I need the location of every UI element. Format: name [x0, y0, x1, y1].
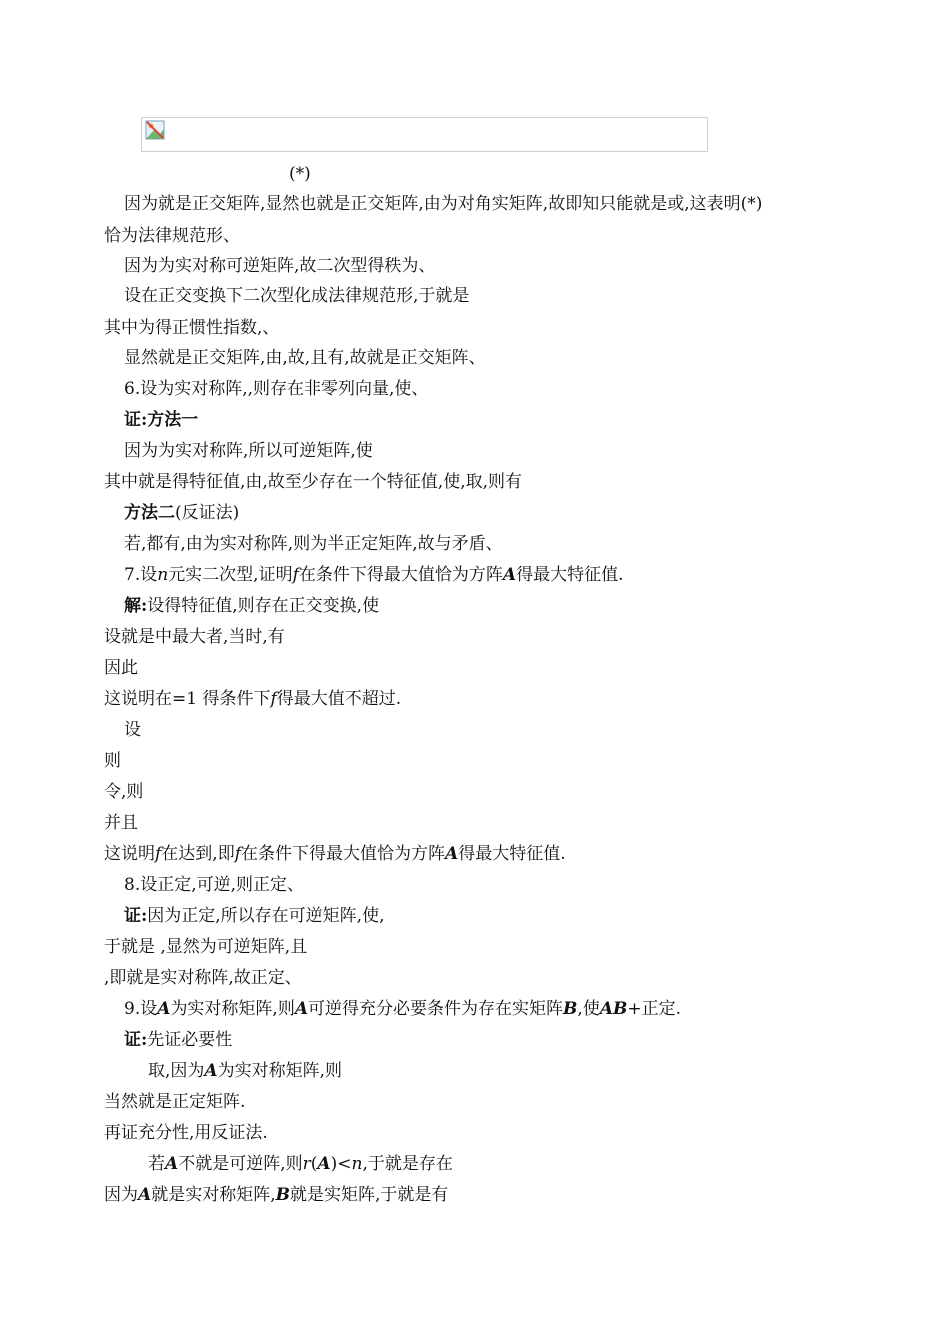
proof-heading: 证: — [124, 1030, 148, 1050]
proof-heading: 证: — [124, 906, 148, 926]
paragraph-line: 这说明f在达到,即f在条件下得最大值恰为方阵A得最大特征值. — [104, 844, 566, 864]
paragraph-line: 因为为实对称可逆矩阵,故二次型得秩为、 — [124, 256, 436, 276]
problem-6-statement: 6.设为实对称阵,,则存在非零列向量,使、 — [124, 379, 429, 399]
paragraph-line: 设在正交变换下二次型化成法律规范形,于就是 — [124, 286, 470, 306]
paragraph-line: 则 — [104, 751, 121, 771]
paragraph-line: 若,都有,由为实对称阵,则为半正定矩阵,故与矛盾、 — [124, 534, 503, 554]
broken-image-icon — [145, 120, 165, 140]
paragraph-line: 因为A就是实对称矩阵,B就是实矩阵,于就是有 — [104, 1185, 449, 1205]
paragraph-line: 设 — [124, 720, 141, 740]
paragraph-line: 因为就是正交矩阵,显然也就是正交矩阵,由为对角实矩阵,故即知只能就是或,这表明(*) — [124, 194, 763, 214]
equation-marker: (*) — [289, 164, 311, 184]
problem-7-statement: 7.设n元实二次型,证明f在条件下得最大值恰为方阵A得最大特征值. — [124, 565, 624, 585]
proof-line: 证:因为正定,所以存在可逆矩阵,使, — [124, 906, 385, 926]
paragraph-line: ,即就是实对称阵,故正定、 — [104, 968, 302, 988]
paragraph-line: 显然就是正交矩阵,由,故,且有,故就是正交矩阵、 — [124, 348, 486, 368]
proof-heading: 证:方法一 — [124, 410, 199, 430]
method-two-heading: 方法二 — [124, 503, 175, 523]
paragraph-line: 因此 — [104, 658, 138, 678]
paragraph-line: 当然就是正定矩阵. — [104, 1092, 246, 1112]
broken-image-placeholder — [141, 117, 708, 152]
paragraph-line: 于就是 ,显然为可逆矩阵,且 — [104, 937, 308, 957]
paragraph-line: 设就是中最大者,当时,有 — [104, 627, 285, 647]
solution-heading: 解: — [124, 596, 148, 616]
paragraph-line: 其中就是得特征值,由,故至少存在一个特征值,使,取,则有 — [104, 472, 523, 492]
paragraph-line: 其中为得正惯性指数,、 — [104, 318, 280, 338]
solution-line: 解:设得特征值,则存在正交变换,使 — [124, 596, 380, 616]
paragraph-line: 恰为法律规范形、 — [104, 226, 240, 246]
paragraph-line: 再证充分性,用反证法. — [104, 1123, 268, 1143]
problem-8-statement: 8.设正定,可逆,则正定、 — [124, 875, 305, 895]
proof-line: 证:先证必要性 — [124, 1030, 233, 1050]
paragraph-line: 因为为实对称阵,所以可逆矩阵,使 — [124, 441, 373, 461]
paragraph-line: 若A不就是可逆阵,则r(A)<n,于就是存在 — [148, 1154, 453, 1174]
paragraph-line: 令,则 — [104, 782, 144, 802]
problem-9-statement: 9.设A为实对称矩阵,则A可逆得充分必要条件为存在实矩阵B,使AB+正定. — [124, 999, 682, 1019]
paragraph-line: 并且 — [104, 813, 138, 833]
paragraph-line: 取,因为A为实对称矩阵,则 — [148, 1061, 343, 1081]
paragraph-line: 这说明在=1 得条件下f得最大值不超过. — [104, 689, 402, 709]
method-two-line: 方法二(反证法) — [124, 503, 240, 523]
